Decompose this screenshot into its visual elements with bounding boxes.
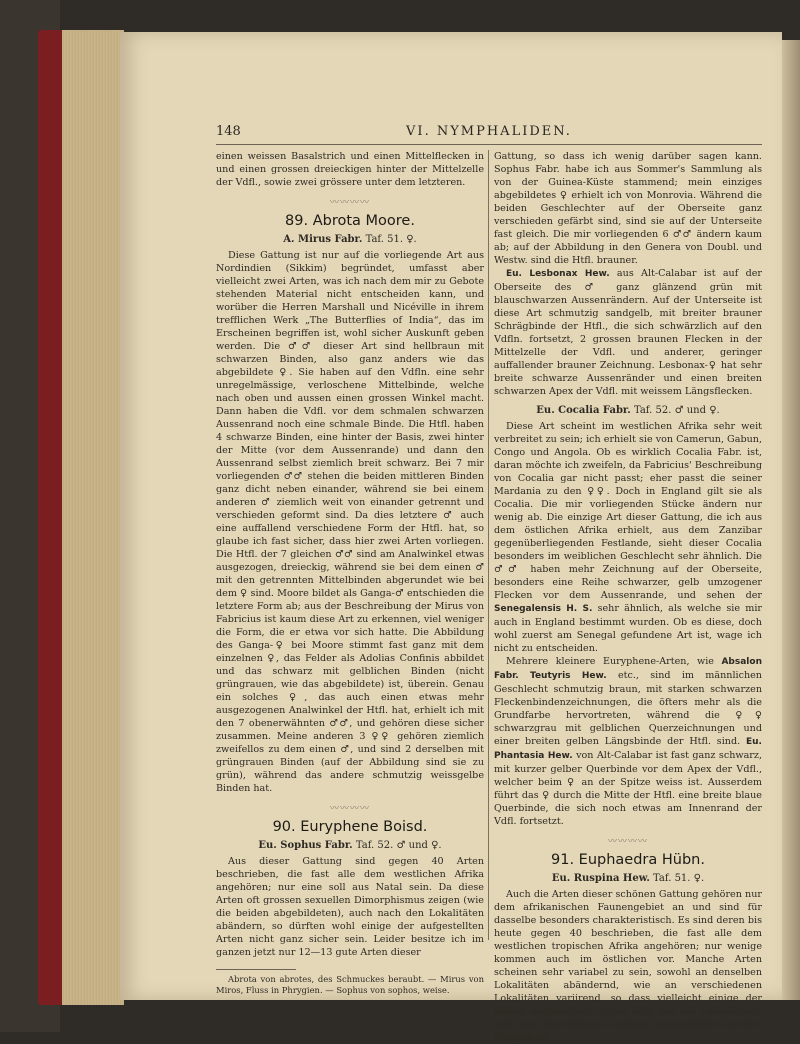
section-title-91: 91. Euphaedra Hübn. bbox=[551, 852, 705, 868]
page-stack bbox=[62, 30, 124, 1005]
species-plate: Taf. 52. ♂ und ♀. bbox=[355, 840, 442, 851]
paragraph: Gattung, so dass ich wenig darüber sagen kann. Sophus Fabr. habe ich aus Sommer's Sammlung als von der Guinea-Küste stammend; mein einziges abgebildetes ♀ erhielt ich von Monrovia. Während die beiden Geschlechter auf der Oberseite ganz verschieden gefärbt sind, sind sie auf der Unterseite fast gleich. Die mir vorliegenden 6 ♂♂ ändern kaum ab; auf der Abbildung in den Genera von Doubl. und Westw. sind die Htfl. brauner. bbox=[494, 151, 762, 266]
species-plate: Taf. 52. ♂ und ♀. bbox=[633, 405, 720, 416]
species-name: Eu. Lesbonax Hew. bbox=[506, 269, 610, 279]
right-column bbox=[494, 150, 762, 1044]
species-name: A. Mirus Fabr. bbox=[283, 234, 363, 245]
paragraph-text: Diese Art scheint im westlichen Afrika sehr weit verbreitet zu sein; ich erhielt sie von Camerun, Gabun, Congo und Angola. Ob es wirklich Cocalia Fabr. ist, daran möchte ich zweifeln, da Fabricius' Beschreibung von Cocalia gar nicht passt; eher passt die seiner Mardania zu den ♀♀. Doch in England gilt sie als Cocalia. Die mir vorliegenden Stücke ändern nur wenig ab. Die einzige Art dieser Gattung, die ich aus dem östlichen Afrika erhielt, aus dem Zanzibar gegenüberliegenden Festlande, sieht dieser Cocalia besonders im weiblichen Geschlecht sehr ähnlich. Die ♂♂ haben mehr Zeichnung auf der Oberseite, besonders eine Reihe schwarzer, gelb umzogener Flecken vor dem Aussenrande, und sehen der bbox=[494, 421, 762, 601]
paragraph bbox=[494, 655, 762, 828]
species-name: Eu. Phantasia Hew. bbox=[494, 737, 762, 761]
species-heading bbox=[216, 839, 484, 852]
paragraph-text: Mehrere kleinere Euryphene-Arten, wie bbox=[506, 656, 714, 667]
species-name: Eu. Cocalia Fabr. bbox=[536, 405, 631, 416]
footnote-rule bbox=[216, 969, 296, 970]
species-name: Eu. Ruspina Hew. bbox=[551, 873, 650, 884]
section-title-89: 89. Abrota Moore. bbox=[285, 213, 415, 229]
species-name: Absalon Fabr. bbox=[494, 657, 762, 681]
paragraph-text: sehr ähnlich, als welche sie mir auch in England bestimmt wurden. Ob es diese, doch wohl zuerst am Senegal gefundene Art ist, wage ich nicht zu entscheiden. bbox=[494, 603, 762, 654]
species-name: Teutyris Hew. bbox=[530, 671, 607, 681]
left-column bbox=[216, 150, 484, 996]
section-title-90: 90. Euryphene Boisd. bbox=[272, 819, 428, 835]
paragraph: Diese Gattung ist nur auf die vorliegende Art aus Nordindien (Sikkim) begründet, umfasst aber vielleicht zwei Arten, was ich nach dem mir zu Gebote stehenden Material nicht entscheiden kann, und worüber die Herren Marshall und Nicéville in ihrem trefflichen Werk „The Butterflies of India“, das im Erscheinen begriffen ist, wohl sicher Auskunft geben werden. Die ♂♂ dieser Art sind hellbraun mit schwarzen Binden, also ganz anders wie das abgebildete ♀. Sie haben auf den Vdfln. eine sehr unregelmässige, verloschene Mittelbinde, welche nach oben und aussen einen grossen Winkel macht. Dann haben die Vdfl. vor dem schmalen schwarzen Aussenrand noch eine schmale Binde. Die Htfl. haben 4 schwarze Binden, eine hinter der Basis, zwei hinter der Mitte (vor dem Aussenrande) und dann den Aussenrand selbst ziemlich breit schwarz. Bei 7 mir vorliegenden ♂♂ stehen die beiden mittleren Binden ganz dicht neben einander, während sie bei einem anderen ♂ ziemlich weit von einander getrennt und verschieden geformt sind. Da dies letztere ♂ auch eine auffallend verschiedene Form der Htfl. hat, so glaube ich fast sicher, dass hier zwei Arten vorliegen. Die Htfl. der 7 gleichen ♂♂ sind am Analwinkel etwas ausgezogen, dreieckig, während sie bei dem einen ♂ mit den getrennten Mittelbinden abgerundet wie bei dem ♀ sind. Moore bildet als Ganga-♂ entschieden die letztere Form ab; aus der Beschreibung der Mirus von Fabricius ist kaum diese Art zu erkennen, viel weniger die Form, die er etwa vor sich hatte. Die Abbildung des Ganga-♀ bei Moore stimmt fast ganz mit dem einzelnen ♀, das Felder als Adolias Confinis abbildet und das schwarz mit gelblichen Binden (nicht grüngrauen, wie das abgebildete) ist, überein. Genau ein solches ♀, das auch einen etwas mehr ausgezogenen Analwinkel der Htfl. hat, erhielt ich mit den 7 obenerwähnten ♂♂, und gehören diese sicher zusammen. Meine anderen 3 ♀♀ gehören ziemlich zweifellos zu dem einen ♂, und sind 2 derselben mit grüngrauen Binden (auf der Abbildung sind sie zu grün), während das andere schmutzig weissgelbe Binden hat. bbox=[216, 250, 484, 794]
species-plate: Taf. 51. ♀. bbox=[653, 873, 705, 884]
page-number: 148 bbox=[216, 124, 241, 139]
species-heading bbox=[216, 233, 484, 246]
running-head bbox=[216, 124, 762, 142]
facing-page-edge bbox=[782, 40, 800, 1000]
species-heading bbox=[494, 872, 762, 885]
paragraph bbox=[494, 267, 762, 398]
species-name: Senegalensis H. S. bbox=[494, 604, 593, 614]
paragraph-text: etc., sind im männlichen Geschlecht schmutzig braun, mit starken schwarzen Fleckenbindenzeichnungen, die öfters mehr als die Grundfarbe hervortreten, während die ♀♀ schwarzgrau mit gelblichen Querzeichnungen und einer breiten gelben Längsbinde der Htfl. sind. bbox=[494, 670, 762, 747]
species-name: Eu. Sophus Fabr. bbox=[258, 840, 353, 851]
paragraph: Aus dieser Gattung sind gegen 40 Arten beschrieben, die fast alle dem westlichen Afrika angehören; nur eine soll aus Natal sein. Da diese Arten oft grossen sexuellen Dimorphismus zeigen (wie die beiden abgebildeten), auch nach den Lokalitäten abändern, so dürften wohl einige der aufgestellten Arten nicht ganz sicher sein. Leider besitze ich im ganzen jetzt nur 12—13 gute Arten dieser bbox=[216, 856, 484, 958]
paragraph: Auch die Arten dieser schönen Gattung gehören nur dem afrikanischen Faunengebiet an und sind für dasselbe besonders charakteristisch. Es sind deren bis heute gegen 40 beschrieben, die fast alle dem westlichen tropischen Afrika angehören; nur wenige kommen auch im östlichen vor. Manche Arten scheinen sehr variabel zu sein, sowohl an denselben Lokalitäten abändernd, wie an verschiedenen Lokalitäten variirend, so dass vielleicht einige der bisher aufgestellten Arten sich nur als Lokalformen oder gar Aberrationen anderer herausstellen werden. Ruspina ist bbox=[494, 889, 762, 1043]
ornament-divider: 〰〰〰〰 bbox=[329, 804, 370, 814]
running-title: VI. NYMPHALIDEN. bbox=[406, 124, 572, 139]
column-rule bbox=[488, 150, 489, 940]
header-rule bbox=[216, 144, 762, 145]
paragraph: einen weissen Basalstrich und einen Mittelflecken in und einen grossen dreieckigen hinter der Mittelzelle der Vdfl., sowie zwei grössere unter dem letzteren. bbox=[216, 151, 484, 188]
ornament-divider: 〰〰〰〰 bbox=[607, 837, 648, 847]
ornament-divider: 〰〰〰〰 bbox=[329, 198, 370, 208]
species-heading bbox=[494, 404, 762, 417]
species-plate: Taf. 51. ♀. bbox=[365, 234, 417, 245]
footnote: Abrota von abrotes, des Schmuckes beraubt. — Mirus von Miros, Fluss in Phrygien. — Sophus von sophos, weise. bbox=[216, 974, 484, 995]
paragraph bbox=[494, 420, 762, 655]
paragraph-text: von Alt-Calabar ist fast ganz schwarz, mit kurzer gelber Querbinde vor dem Apex der Vdfl., welcher beim ♀ an der Spitze weiss ist. Ausserdem führt das ♀ durch die Mitte der Htfl. eine breite blaue Querbinde, die sich noch etwas am Innenrand der Vdfl. fortsetzt. bbox=[494, 750, 762, 827]
book-page bbox=[120, 32, 782, 1043]
paragraph-text: aus Alt-Calabar ist auf der Oberseite des ♂ ganz glänzend grün mit blauschwarzen Aussenrändern. Auf der Unterseite ist diese Art schmutzig sandgelb, mit breiter brauner Schrägbinde der Htfl., die sich schwärzlich auf den Vdfln. fortsetzt, 2 grossen braunen Flecken in der Mittelzelle der Vdfl. und anderer, geringer auffallender brauner Zeichnung. Lesbonax-♀ hat sehr breite schwarze Aussenränder und einen breiten schwarzen Apex der Vdfl. mit weissem Längsflecken. bbox=[494, 268, 762, 397]
